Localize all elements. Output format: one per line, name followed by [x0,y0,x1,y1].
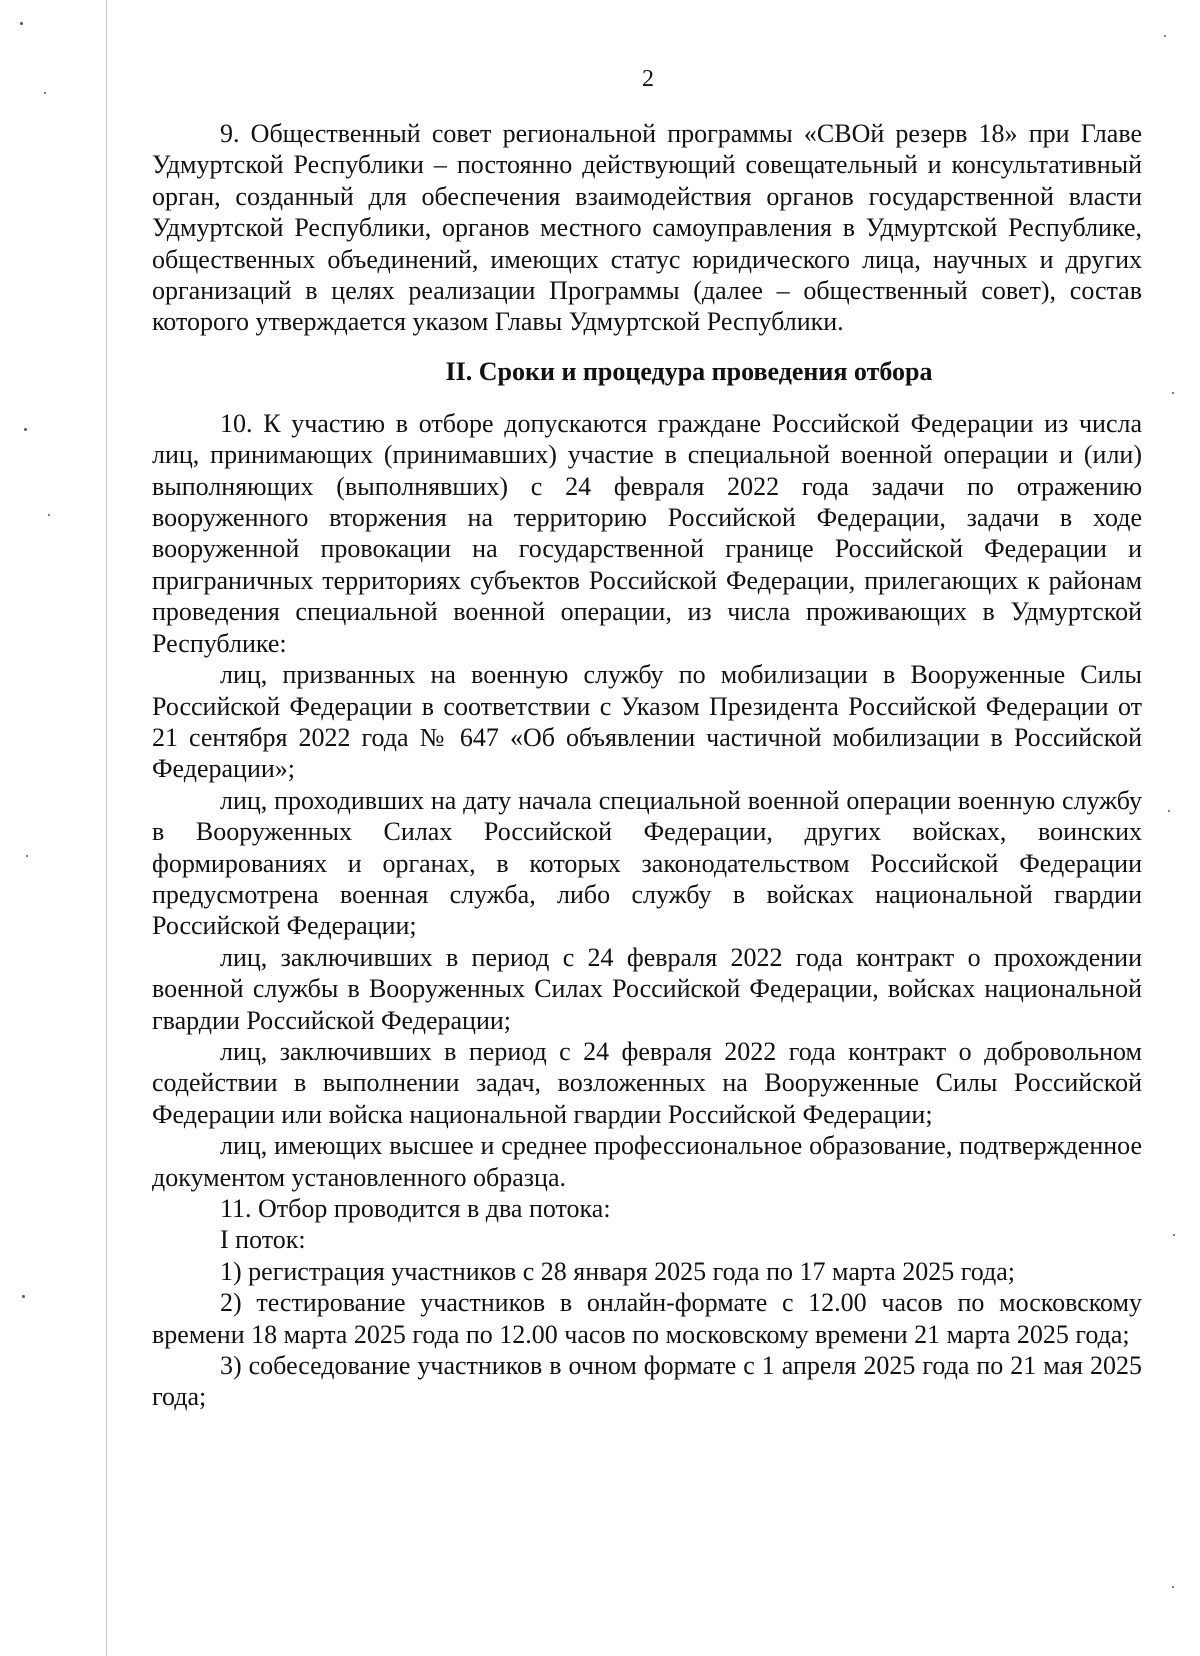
left-margin-line [106,0,107,1656]
stream-1-label: I поток: [220,1225,306,1255]
scan-speck [24,428,27,431]
scan-speck [26,855,28,857]
page-number: 2 [642,66,654,92]
stream-1-step-interview: 3) собеседование участников в очном формате с 1 апреля 2025 года по 21 мая 2025 года; [152,1351,1142,1412]
scan-speck [1164,35,1166,37]
paragraph-10: 10. К участию в отборе допускаются граждане Российской Федерации из числа лиц, принимающих (принимавших) участие в специальной военной операции и (или) выполняющих (выполнявших) с 24 февраля 2022 года задачи по отражению вооруженного вторжения на территорию Российской Федерации, задачи в ходе вооруженной провокации на государственной границе Российской Федерации и приграничных территориях субъектов Российской Федерации, прилегающих к районам проведения специальной военной операции, из числа проживающих в Удмуртской Республике: [152,408,1142,658]
paragraph-11: 11. Отбор проводится в два потока: [220,1194,611,1223]
scan-speck [48,514,50,516]
eligibility-item-volunteer: лиц, заключивших в период с 24 февраля 2022 года контракт о добровольном содействии в выполнении задач, возложенных на Вооруженные Силы Российской Федерации или войска национальной гвардии Российской Федерации; [152,1036,1142,1129]
section-heading: II. Сроки и процедура проведения отбора [445,356,933,386]
scan-speck [20,22,23,25]
paragraph-9: 9. Общественный совет региональной программы «СВОй резерв 18» при Главе Удмуртской Республики – постоянно действующий совещательный и консультативный орган, созданный для обеспечения взаимодействия органов государственной власти Удмуртской Республики, органов местного самоуправления в Удмуртской Республике, общественных объединений, имеющих статус юридического лица, научных и других организаций в целях реализации Программы (далее – общественный совет), состав которого утверждается указом Главы Удмуртской Республики. [152,119,1142,337]
scan-speck [1168,810,1170,812]
scan-speck [1173,1234,1175,1236]
eligibility-item-mobilized: лиц, призванных на военную службу по мобилизации в Вооруженные Силы Российской Федерации в соответствии с Указом Президента Российской Федерации от 21 сентября 2022 года № 647 «Об объявлении частичной мобилизации в Российской Федерации»; [152,660,1142,784]
eligibility-item-contract: лиц, заключивших в период с 24 февраля 2022 года контракт о прохождении военной службы в Вооруженных Силах Российской Федерации, войсках национальной гвардии Российской Федерации; [152,942,1142,1035]
scan-speck [1172,1586,1174,1588]
scan-speck [22,1295,25,1298]
eligibility-item-education: лиц, имеющих высшее и среднее профессиональное образование, подтвержденное документом установленного образца. [152,1131,1142,1192]
stream-1-step-registration: 1) регистрация участников с 28 января 2025 года по 17 марта 2025 года; [220,1256,1016,1286]
stream-1-step-testing: 2) тестирование участников в онлайн-формате с 12.00 часов по московскому времени 18 марта 2025 года по 12.00 часов по московскому времени 21 марта 2025 года; [152,1288,1142,1349]
scan-speck [1172,392,1174,394]
scan-speck [44,92,46,94]
document-body [152,118,1142,1413]
eligibility-item-serving: лиц, проходивших на дату начала специальной военной операции военную службу в Вооруженных Силах Российской Федерации, других войсках, воинских формированиях и органах, в которых законодательством Российской Федерации предусмотрена военная служба, либо службу в войсках национальной гвардии Российской Федерации; [152,785,1142,941]
